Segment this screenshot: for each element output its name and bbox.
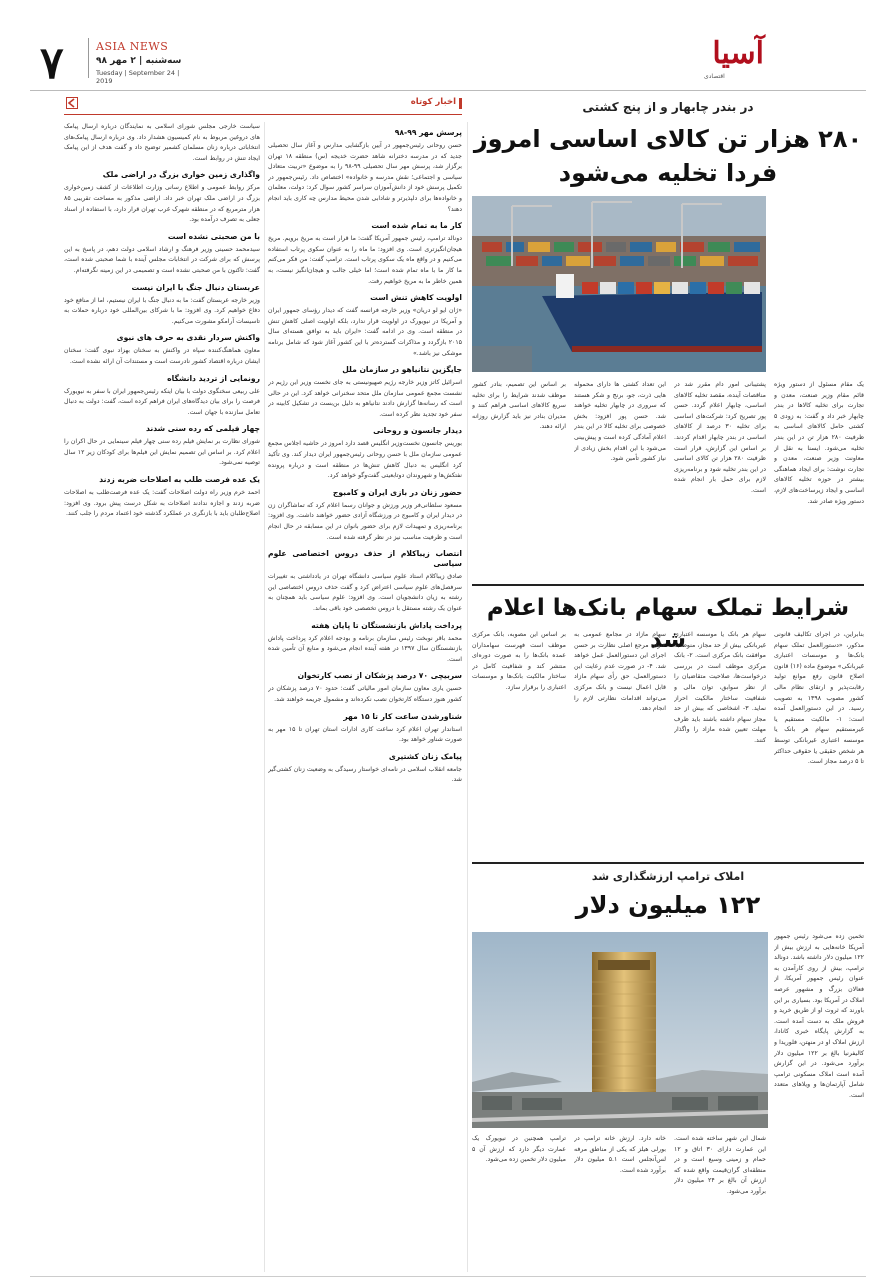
brief-body: مرکز روابط عمومی و اطلاع رسانی وزارت اطلاعات از کشف زمین‌خواری بزرگ در اراضی ملک تهران خبر داد. اراضی مذکور به مساحت تقریبی ۸۵ هزار مترمربع که در منطقه شهرک غرب تهران قرار دارد، با استفاده از اسناد جعلی به تصرف درآمده بود. (64, 184, 260, 224)
brief-title: یک عده فرصت طلب به اصلاحات ضربه زدند (99, 475, 260, 485)
section-marker (459, 98, 462, 109)
briefs-column-right (268, 122, 462, 1274)
brief-title: چهار فیلمی که رده سنی شدند (146, 424, 260, 434)
persian-date: سه‌شنبه | ۲ مهر ۹۸ (96, 56, 182, 66)
brief-body: وزیر خارجه عربستان گفت: ما به دنبال جنگ با ایران نیستیم، اما از منافع خود دفاع خواهیم کرد. وی افزود: ما با شرکای بین‌المللی خود درباره حملات به تاسیسات آرامکو مشورت می‌کنیم. (64, 296, 260, 325)
brief-title: حضور زنان در بازی ایران و کامبوج (332, 487, 462, 497)
story3-kicker: املاک ترامپ ارزشگذاری شد (591, 870, 745, 883)
brief-body: احمد خرم وزیر راه دولت اصلاحات گفت: یک عده فرصت‌طلب به اصلاحات ضربه زدند و اجازه ندادند اصلاحات به شکل درست پیش برود. وی افزود: اصلاح‌طلبان باید با بازنگری در عملکرد گذشته خود اعتماد مردم را جلب کنند. (64, 489, 260, 518)
story3-column-3: خانه دارد. ارزش خانه ترامپ در بورلی هیلز که یکی از مناطق مرفه لس‌آنجلس است ۵.۱ میلیون دلار برآورد شده است. (574, 1135, 666, 1174)
story1-kicker: در بندر چابهار و از پنج کشتی (582, 100, 754, 114)
logo-sub: اقتصادی (704, 73, 725, 80)
story1-column-3: این تعداد کشتی ها دارای محموله هایی ذرت، جو، برنج و شکر هستند که سروری در چابهار تخلیه خواهند شد. حسن پور افزود: بخش خصوصی برای تخلیه کالا در این بندر اعلام آمادگی کرده است و پیش‌بینی می‌شود با این اقدام بخش زیادی از نیاز کشور تأمین شود. (574, 381, 666, 463)
story3-top-rule (472, 862, 864, 864)
brief-title: شناورشدن ساعت کار تا ۱۵ مهر (343, 711, 462, 721)
brief-body: مسعود سلطانی‌فر وزیر ورزش و جوانان رسما اعلام کرد که تماشاگران زن در دیدار ایران و کامبوج در ورزشگاه آزادی حضور خواهند داشت. وی افزود: برنامه‌ریزی و تمهیدات لازم برای حضور بانوان در این مسابقه در حال انجام است و ظرفیت مناسب نیز در نظر گرفته شده است. (268, 501, 462, 541)
masthead-divider (88, 38, 89, 78)
brand-name: ASIA NEWS (96, 40, 169, 53)
story1-headline: ۲۸۰ هزار تن کالای اساسی امروز فردا تخلیه می‌شود (473, 125, 863, 187)
brief-body: حسین یاری معاون سازمان امور مالیاتی گفت: حدود ۷۰ درصد پزشکان در کشور هنوز دستگاه کارتخوان نصب نکرده‌اند و مشمول جریمه خواهند شد. (268, 685, 462, 703)
story2-column-2: سهام هر بانک یا موسسه اعتباری غیربانکی بیش از حد مجاز، منوط به موافقت بانک مرکزی است. ۲- بانک مرکزی موظف است در بررسی درخواست‌ها، صلاحیت متقاضیان را از نظر سوابق، توان مالی و شفافیت ساختار مالکیت احراز نماید. ۳- اشخاصی که بیش از حد مجاز سهام داشته باشند باید ظرف مهلت تعیین شده مازاد را واگذار کنند. (674, 631, 766, 744)
logo-word: آسیا (712, 36, 764, 71)
brief-body: دونالد ترامپ، رئیس جمهور آمریکا گفت: ما قرار است به مریخ برویم. مریخ هیجان‌انگیزتری است. وی افزود: ما ماه را به عنوان سکوی پرتاب استفاده می‌کنیم و در واقع ماه یک سکوی پرتاب است. ترامپ گفت: من فکر می‌کنم ما کار ما با ماه تمام شده است؛ اما خیلی جالب و هیجان‌انگیز نیست، به همین خاطر ما به مریخ خواهیم رفت. (268, 235, 462, 285)
briefs-label: اخبار کوتاه (410, 97, 456, 107)
column-divider (264, 122, 265, 1272)
brief-body: بوریس جانسون نخست‌وزیر انگلیس قصد دارد امروز در حاشیه اجلاس مجمع عمومی سازمان ملل با حسن روحانی رئیس‌جمهور ایران دیدار کند. وی تأکید کرد انگلیس به دنبال کاهش تنش‌ها در منطقه است و درباره پرونده نفتکش‌ها و شهروندان دوتابعیتی گفت‌وگو خواهد کرد. (268, 440, 462, 480)
brief-title: دیدار جانسون و روحانی (373, 426, 462, 436)
trump-tower-photo (472, 932, 768, 1128)
story3-headline: ۱۲۲ میلیون دلار (575, 891, 761, 919)
masthead (0, 0, 896, 88)
briefs-section-header (340, 96, 462, 112)
section-divider (467, 122, 468, 1272)
brief-title: رونمایی از تردید دانشگاه (167, 373, 260, 383)
brief-body: شورای نظارت بر نمایش فیلم رده سنی چهار فیلم سینمایی در حال اکران را اعلام کرد. بر اساس این تصمیم نمایش این فیلم‌ها برای کودکان زیر ۱۲ سال توصیه نمی‌شود. (64, 438, 260, 467)
brief-title: پیامک زنان کشتیری (388, 751, 462, 761)
brief-body: استاندار تهران اعلام کرد ساعت کاری ادارات استان تهران تا ۱۵ مهر به صورت شناور خواهد بود. (268, 725, 462, 744)
brief-title: پرسش مهر ۹۹-۹۸ (394, 128, 462, 137)
brief-body: محمد باقر نوبخت رئیس سازمان برنامه و بودجه اعلام کرد پرداخت پاداش بازنشستگان سال ۱۳۹۷ در هفته آینده انجام می‌شود و منابع آن تأمین شده است. (268, 634, 462, 663)
brief-title: عربستان دنبال جنگ با ایران نیست (131, 282, 260, 292)
brief-title: با من صحبتی نشده است (167, 231, 260, 241)
brief-body: جامعه انقلاب اسلامی در نامه‌ای خواستار رسیدگی به وضعیت زنان کشتی‌گیر شد. (268, 765, 462, 784)
brief-title: واکنش سردار نقدی به حرف های نبوی (116, 333, 260, 343)
brief-body: حسن روحانی رئیس‌جمهور در آیین بازگشایی مدارس و آغاز سال تحصیلی جدید که در مدرسه دخترانه شاهد حضرت خدیجه (س) منطقه ۱۸ تهران برگزار شد، پرسش مهر سال تحصیلی ۹۹-۹۸ را به موضوع «تربیت متعادل سیاسی و اجتماعی؛ نقش مدرسه و خانواده» اختصاص داد. رئیس‌جمهور در تکمیل پرسش خود از دانش‌آموزان سراسر کشور سوال کرد: دولت، معلمان و خانواده‌ها برای دلپذیرتر و شادابی شدن محیط مدارس چه کاری باید انجام دهند؟ (268, 142, 462, 213)
story1-column-1: یک مقام مسئول از دستور ویژه قائم مقام وزیر صنعت، معدن و تجارت برای تخلیه کالاها در بندر چابهار خبر داد و گفت: به زودی ۵ کشتی حامل کالاهای اساسی به ظرفیت ۲۸۰ هزار تن در این بندر تخلیه می‌شود. ایسنا به نقل از معاونت وزیر صنعت، معدن و تجارت نوشت: برای ایجاد هماهنگی بیشتر در حوزه تخلیه کالاهای اساسی و ایجاد زیرساخت‌های لازم، دستور ویژه صادر شد. (774, 381, 864, 505)
brief-title: پرداخت پاداش بازنشستگان تا پایان هفته (311, 620, 462, 630)
story2-column-1: بنابراین، در اجرای تکالیف قانونی مذکور، «دستورالعمل تملک سهام بانک‌ها و موسسات اعتباری غیربانکی» موضوع ماده (۱۶) قانون اصلاح قانون رفع موانع تولید رقابت‌پذیر و ارتقای نظام مالی کشور مصوب ۱۳۹۸ به تصویب رسید. در این دستورالعمل آمده است: ۱- مالکیت مستقیم یا غیرمستقیم سهام هر بانک یا موسسه اعتباری غیربانکی توسط هر شخص حقیقی یا حقوقی حداکثر تا ۵ درصد مجاز است. (774, 631, 864, 766)
story2-column-4: بر اساس این مصوبه، بانک مرکزی موظف است فهرست سهامداران عمده بانک‌ها را به صورت دوره‌ای منتشر کند و شفافیت کامل در ساختار مالکیت بانک‌ها و موسسات اعتباری را برقرار سازد. (472, 631, 566, 691)
brief-body: اسرائیل کاتز وزیر خارجه رژیم صهیونیستی به جای نخست وزیر این رژیم در نشست مجمع عمومی سازمان ملل متحد سخنرانی خواهد کرد. این در حالی است که رسانه‌ها گزارش دادند نتانیاهو به دلیل بن‌بست در تشکیل کابینه در سفر خود تجدید نظر کرده است. (268, 379, 462, 418)
page-number: ۷ (40, 38, 64, 89)
arrow-left-icon[interactable] (66, 97, 78, 109)
brief-title: انتصاب زیباکلام از حذف دروس اختصاصی علوم سیاسی (268, 549, 462, 569)
brief-body: معاون هماهنگ‌کننده سپاه در واکنش به سخنان بهزاد نبوی گفت: سخنان ایشان درباره اقتصاد کشور نادرست است و مستندات آن ارائه نشده است. (64, 347, 260, 365)
masthead-rule (30, 90, 866, 91)
port-container-ship-photo (472, 196, 766, 372)
brief-body: «ژان ایو لو دریان» وزیر خارجه فرانسه گفت که دیدار رؤسای جمهور ایران و آمریکا در نیویورک در اولویت قرار ندارد، بلکه اولویت اصلی کاهش تنش در منطقه است. وی در ادامه گفت: «ایران باید به توافق هسته‌ای سال ۲۰۱۵ بازگردد و مذاکرات گسترده‌تر با این کشور آغاز شود که شامل برنامه موشکی نیز باشد.» (268, 307, 462, 357)
brief-title: سربیچی ۷۰ درصد پزشکان از نصب کارتخوان (297, 671, 462, 681)
story3-column-1: تخمین زده می‌شود رئیس جمهور آمریکا خانه‌هایی به ارزش بیش از ۱۲۲ میلیون دلار داشته باشد. دونالد ترامپ، بیش از روی کارآمدن به عنوان رئیس جمهور آمریکا، از فعالان بزرگ و مشهور عرصه املاک در آمریکا بود. بسیاری بر این باورند که ثروت او از طریق خرید و فروش ملک به دست آمده است. به گزارش پایگاه خبری کانادا، ارزش املاک او در منهتن، فلوریدا و کالیفرنیا بالغ بر ۱۲۲ میلیون دلار برآورد می‌شود. در این گزارش آمده است املاک مسکونی ترامپ شامل آپارتمان‌ها و ویلاهای متعدد است. (774, 933, 864, 1099)
story3-column-2: شمال این شهر ساخته شده است. این عمارت دارای ۳۰ اتاق و ۱۲ حمام و زمینی وسیع است و در منطقه‌ای گران‌قیمت واقع شده که ارزش آن بالغ بر ۲۴ میلیون دلار برآورد می‌شود. (674, 1135, 766, 1195)
brief-title: اولویت کاهش تنش است (370, 293, 462, 303)
brief-body: سیدمحمد حسینی وزیر فرهنگ و ارشاد اسلامی دولت دهم، در پاسخ به این پرسش که برای شرکت در انتخابات مجلس آینده با شما صحبتی شده است، گفت: تاکنون با من صحبتی نشده است و تصمیمی در این زمینه نگرفته‌ام. (64, 245, 260, 274)
brief-title: کار ما به تمام شده است (371, 221, 462, 231)
brief-body: سیاست خارجی مجلس شورای اسلامی به نمایندگان درباره ارسال پیامک های دروغین مربوط به نام کمیسیون هشدار داد. وی درباره ارسال پیامک‌های انتخاباتی درباره زنان مسلمان کشمیر توضیح داد و گفت هدف از این پیامک ایجاد تنش در روابط است. (64, 123, 260, 162)
footer-rule (30, 1276, 866, 1277)
newspaper-logo (702, 36, 764, 82)
briefs-column-left (64, 122, 260, 1274)
story2-top-rule (472, 584, 864, 586)
story1-column-4: بر اساس این تصمیم، بنادر کشور موظف شدند شرایط را برای تخلیه سریع کالاهای اساسی فراهم کنند و مدیران بنادر نیز باید گزارش روزانه ارائه دهند. (472, 381, 566, 431)
story3-column-4: ترامپ همچنین در نیویورک یک عمارت دیگر دارد که ارزش آن ۵ میلیون دلار تخمین زده می‌شود. (472, 1135, 566, 1164)
brief-body: صادق زیباکلام استاد علوم سیاسی دانشگاه تهران در یادداشتی به تغییرات سرفصل‌های علوم سیاسی اعتراض کرد و گفت حذف دروس اختصاصی این رشته به زیان دانشجویان است. وی افزود: علوم سیاسی باید همچنان به عنوان یک رشته مستقل با دروس تخصصی خود باقی بماند. (268, 573, 462, 612)
story2-headline: شرایط تملک سهام بانک‌ها اعلام شد (486, 595, 850, 653)
brief-title: واگذاری زمین خواری بزرگ در اراضی ملک (102, 170, 260, 180)
brief-title: جایگزین نتانیاهو در سازمان ملل (342, 365, 462, 375)
story2-column-3: سهام مازاد در مجامع عمومی به عنوان مرجع اصلی نظارت بر حسن اجرای این دستورالعمل عمل خواهد شد. ۴- در صورت عدم رعایت این دستورالعمل، حق رأی سهام مازاد قابل اعمال نیست و بانک مرکزی می‌تواند اقدامات نظارتی لازم را انجام دهد. (574, 631, 666, 713)
brief-body: علی ربیعی سخنگوی دولت با بیان اینکه رئیس‌جمهور ایران با سفر به نیویورک فرصت را برای بیان دیدگاه‌های ایران فراهم کرده است، گفت: دولت به دنبال تعامل سازنده با جهان است. (64, 387, 260, 416)
story1-column-2: پشتیبانی امور دام مقرر شد در مناقصات آینده، مقصد تخلیه کالاهای اساسی، چابهار اعلام گردد. حسن پور تصریح کرد: شرکت‌های اساسی برای تخلیه ۳۰ درصد از کالاهای اساسی در بندر چابهار اقدام کردند. بر اساس این گزارش، قرار است ظرفیت ۲۸۰ هزار تن کالای اساسی در این بندر تخلیه شود و برنامه‌ریزی لازم برای حمل بار انجام شده است. (674, 381, 766, 494)
english-date: Tuesday | September 24 | 2019 (96, 69, 180, 85)
briefs-top-rule (64, 114, 462, 115)
issue-info (96, 40, 186, 85)
